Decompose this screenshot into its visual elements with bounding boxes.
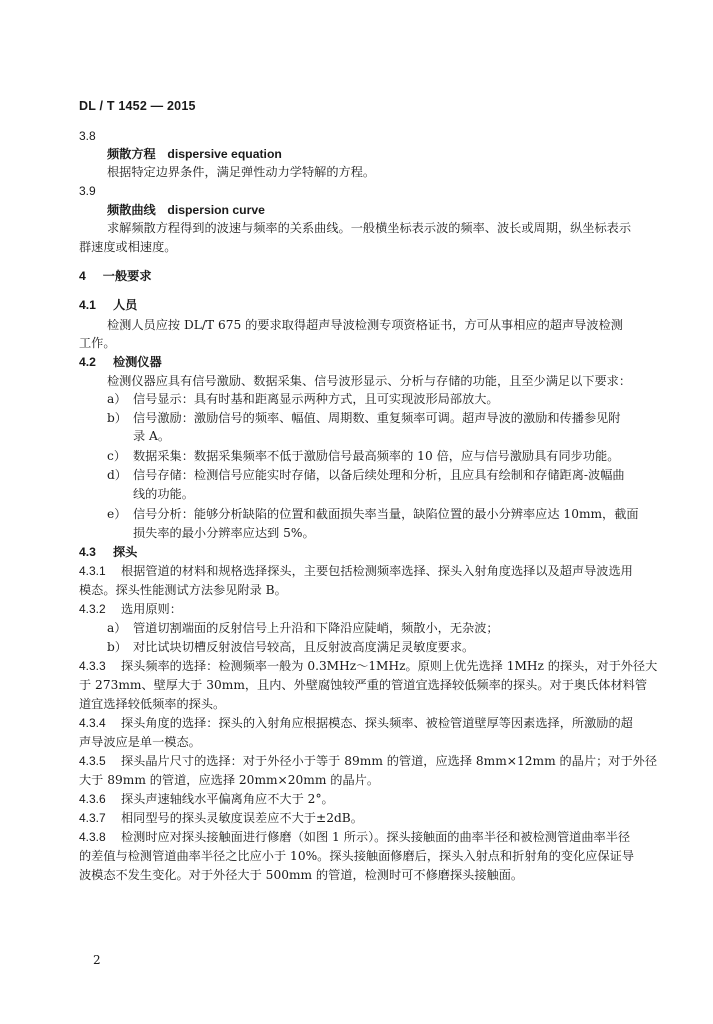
term-cn: 频散曲线: [107, 203, 156, 217]
clause-4-3-3-text-line3: 道宜选择较低频率的探头。: [79, 697, 226, 711]
section-4-heading: [79, 269, 152, 284]
list-item-text: 管道切割端面的反射信号上升沿和下降沿应陡峭，频散小，无杂波；: [133, 621, 499, 635]
list-item-text: 数据采集：数据采集频率不低于激励信号最高频率的 10 倍，应与信号激励具有同步功能。: [133, 449, 620, 463]
clause-3-9-definition-line2: 群速度或相速度。: [79, 240, 177, 254]
list-item-marker: a）: [107, 392, 127, 406]
clause-4-3-8-number: 4.3.8: [79, 830, 106, 844]
clause-4-3-3-number: 4.3.3: [79, 659, 106, 673]
clause-4-1-text-line1: 检测人员应按 DL/T 675 的要求取得超声导波检测专项资格证书，方可从事相应的超声导波检测: [107, 318, 623, 332]
clause-3-8-number: 3.8: [79, 129, 96, 143]
list-item-text: 信号分析：能够分析缺陷的位置和截面损失率当量，缺陷位置的最小分辨率应达 10mm，截面: [133, 507, 639, 521]
clause-4-1-heading: [79, 298, 137, 313]
clause-3-8-term: [107, 147, 282, 162]
clause-3-9-number: 3.9: [79, 184, 96, 198]
clause-4-3-2-number: 4.3.2: [79, 602, 106, 616]
clause-4-3-8-text-line1: 检测时应对探头接触面进行修磨（如图 1 所示）。探头接触面的曲率半径和被检测管道曲率半径: [121, 830, 631, 844]
term-cn: 频散方程: [107, 147, 156, 161]
clause-4-3-3-text-line2: 于 273mm、壁厚大于 30mm，且内、外壁腐蚀较严重的管道宜选择较低频率的探头。对于奥氏体材料管: [79, 678, 648, 692]
list-item-marker: e）: [107, 507, 127, 521]
clause-4-3-7-number: 4.3.7: [79, 811, 106, 825]
list-item-text-cont: 损失率的最小分辨率应达到 5%。: [133, 526, 315, 540]
clause-3-8-definition: 根据特定边界条件，满足弹性动力学特解的方程。: [107, 165, 376, 179]
clause-title: 检测仪器: [112, 355, 162, 369]
section-number: 4: [79, 269, 86, 283]
clause-4-3-1-text-line1: 根据管道的材料和规格选择探头，主要包括检测频率选择、探头入射角度选择以及超声导波选用: [121, 564, 633, 578]
list-item-marker: b）: [107, 411, 127, 425]
clause-3-9-term: [107, 203, 265, 218]
list-item-marker: b）: [107, 640, 127, 654]
clause-4-1-text-line2: 工作。: [79, 336, 116, 350]
clause-4-3-8-text-line2: 的差值与检测管道曲率半径之比应小于 10%。探头接触面修磨后，探头入射点和折射角的变化应保证导: [79, 849, 635, 863]
page-number: 2: [93, 953, 101, 967]
clause-4-3-4-text-line2: 声导波应是单一模态。: [79, 735, 201, 749]
list-item-marker: c）: [107, 449, 127, 463]
clause-4-3-5-text-line1: 探头晶片尺寸的选择：对于外径小于等于 89mm 的管道，应选择 8mm×12mm 的晶片；对于外径: [121, 754, 658, 768]
clause-number: 4.1: [79, 298, 96, 312]
clause-4-2-heading: [79, 355, 162, 370]
list-item-text-cont: 线的功能。: [133, 487, 194, 501]
clause-4-2-intro: 检测仪器应具有信号激励、数据采集、信号波形显示、分析与存储的功能，且至少满足以下要求：: [107, 374, 632, 388]
clause-4-3-3-text-line1: 探头频率的选择：检测频率一般为 0.3MHz～1MHz。原则上优先选择 1MHz 的探头，对于外径大: [121, 659, 658, 673]
list-item-text: 信号显示：具有时基和距离显示两种方式，且可实现波形局部放大。: [133, 392, 499, 406]
clause-4-3-5-text-line2: 大于 89mm 的管道，应选择 20mm×20mm 的晶片。: [79, 773, 380, 787]
clause-4-3-4-text-line1: 探头角度的选择：探头的入射角应根据模态、探头频率、被检管道壁厚等因素选择，所激励的超: [121, 716, 633, 730]
list-item-text: 信号存储：检测信号应能实时存储，以备后续处理和分析，且应具有绘制和存储距离-波幅曲: [133, 468, 625, 482]
clause-number: 4.2: [79, 355, 96, 369]
term-en: dispersion curve: [167, 203, 265, 217]
list-item-marker: a）: [107, 621, 127, 635]
list-item-text-cont: 录 A。: [133, 429, 171, 443]
section-title: 一般要求: [102, 269, 152, 283]
list-item-text: 对比试块切槽反射波信号较高，且反射波高度满足灵敏度要求。: [133, 640, 475, 654]
term-en: dispersive equation: [167, 147, 282, 161]
clause-3-9-definition-line1: 求解频散方程得到的波速与频率的关系曲线。一般横坐标表示波的频率、波长或周期，纵坐标表示: [107, 221, 632, 235]
clause-4-3-5-number: 4.3.5: [79, 754, 106, 768]
standard-header: DL / T 1452 — 2015: [79, 99, 196, 113]
clause-4-3-4-number: 4.3.4: [79, 716, 106, 730]
clause-4-3-1-text-line2: 模态。探头性能测试方法参见附录 B。: [79, 583, 287, 597]
clause-4-3-8-text-line3: 波模态不发生变化。对于外径大于 500mm 的管道，检测时可不修磨探头接触面。: [79, 868, 524, 882]
clause-4-3-1-number: 4.3.1: [79, 564, 106, 578]
list-item-text: 信号激励：激励信号的频率、幅值、周期数、重复频率可调。超声导波的激励和传播参见附: [133, 411, 621, 425]
clause-number: 4.3: [79, 545, 96, 559]
clause-4-3-2-text: 选用原则：: [121, 602, 182, 616]
clause-4-3-heading: [79, 545, 137, 560]
clause-4-3-7-text: 相同型号的探头灵敏度误差应不大于±2dB。: [121, 811, 363, 825]
clause-title: 探头: [112, 545, 138, 559]
list-item-marker: d）: [107, 468, 127, 482]
clause-4-3-6-number: 4.3.6: [79, 792, 106, 806]
clause-4-3-6-text: 探头声速轴线水平偏离角应不大于 2°。: [121, 792, 334, 806]
clause-title: 人员: [112, 298, 138, 312]
